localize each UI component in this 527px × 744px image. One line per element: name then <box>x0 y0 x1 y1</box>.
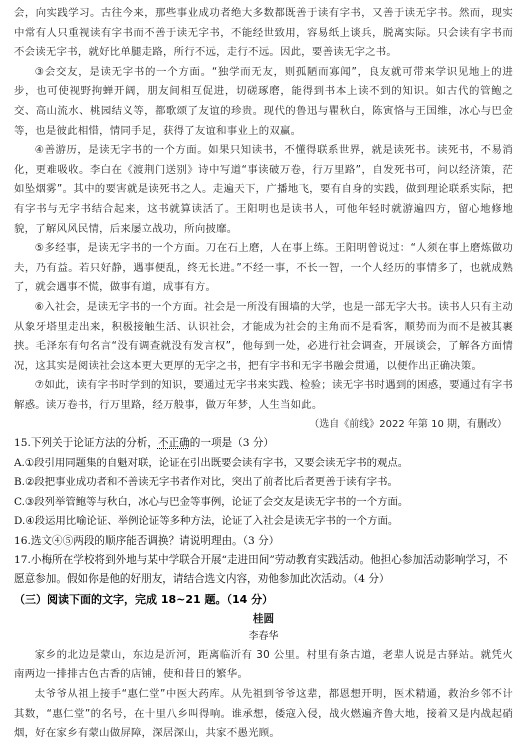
section-3-heading: （三）阅读下面的文字，完成 18~21 题。（14 分） <box>14 592 274 606</box>
question-17: 17.小梅所在学校将到外地与某中学联合开展“走进田间”劳动教育实践活动。他担心参加活动影响学习，不愿意参加。假如你是他的好朋友，请结合选文内容，劝他参加此次活动。（4 分） <box>14 553 508 586</box>
question-15-option-c: C.③段列举管鲍等与秋白，冰心与巴金等事例，论证了会交友是读无字书的一个方面。 <box>14 495 409 508</box>
question-15-option-a: A.①段引用同题集的自魁对联，论证在引出既要会读有字书，又要会读无字书的观点。 <box>14 456 409 469</box>
passage-source: （选自《前线》2022 年第 10 期，有删改） <box>309 419 507 431</box>
story-paragraph: 太爷爷从祖上接手“惠仁堂”中医大药库。从先祖到爷爷这辈，都恩想开明，医术精通，救治乡邻不计其数，“惠仁堂”的名号，在十里八乡叫得响。谁承想，倭寇入侵，战火燃遍齐鲁大地，接着又是内战起硝烟，好在家乡有蒙山做屏障，深居深山，共家不愚光顾。 <box>14 687 513 740</box>
passage-paragraph: ⑤多经事，是读无字书的一个方面。刀在石上磨，人在事上练。王阳明曾说过：“人须在事上磨炼做功夫，乃有益。若只好静，遇事便乱，终无长进。”不经一事，不长一智，一个人经历的事情多了，也就成熟了，就会遇事不慌，做事有道，成事有方。 <box>14 242 513 294</box>
question-16: 16.选文④⑤两段的顺序能否调换？请说明理由。（3 分） <box>14 534 280 547</box>
story-title: 桂圆 <box>252 612 275 625</box>
passage-paragraph: ③会交友，是读无字书的一个方面。“独学而无友，则孤陋而寡闻”，良友就可带来学识见地上的进步，也可使视野拘蝉开阔，朋友间相互促进，切磋琢磨，能得到书本上读不到的知识。如古代的管鲍之交、高山流水、桃园结义等，都歌颂了友谊的珍贵。现代的鲁迅与瞿秋白，陈寅恪与王国维，冰心与巴金等，也是彼此相惜，情同手足，获得了友谊和事业上的双赢。 <box>14 65 513 137</box>
passage-paragraph: ⑥入社会，是读无字书的一个方面。社会是一所没有围墙的大学，也是一部无字大书。读书人只有主动从象牙塔里走出来，积极接触生活、认识社会，才能成为社会的主角而不是看客，顺势而为而不是被其裹挟。毛泽东有句名言“没有调查就没有发言权”，他每到一处，必进行社会调查，开展谈会，了解各方面情况，这其实是阅读社会这本更大更厚的无字之书，把有字书和无字书融会贯通，以便作出正确决策。 <box>14 300 513 372</box>
question-15-option-b: B.②段把事业成功者和不善读无字书者作对比，突出了前者比后者更善于读有字书。 <box>14 476 398 489</box>
question-15-emphasis: 不正确 <box>157 437 190 450</box>
question-15-stem <box>14 434 513 453</box>
question-15-suffix: 的一项是（3 分） <box>189 437 275 450</box>
story-author: 李春华 <box>248 630 279 642</box>
passage-paragraph: ⑦如此，读有字书时学到的知识，要通过无字书来实践、检验；读无字书时遇到的困惑，要通过有字书解惑。读万卷书，行万里路，经万般事，做万年梦，人生当如此。 <box>14 379 513 411</box>
story-paragraph: 家乡的北边是蒙山，东边是沂河，距离临沂有 30 公里。村里有条古道，老辈人说是古驿站。就凭火南两边一排排古色古香的店铺，使和昔日的繁华。 <box>14 648 513 681</box>
passage-paragraph: ④善游历，是读无字书的一个方面。如果只知读书，不懂得联系世界，就是读死书。读死书，不易消化，更难吸收。李白在《渡荆门送别》诗中写道“事读破万卷，行万里路”，自发死书可，问以经济策，茫如坠烟雾”。其中的要害就是读死书之人。走遍天下，广播地飞，要有自身的实践，做到理论联系实际，把有字书与无字书结合起来，这书就算读活了。王阳明也是读书人，可他年轻时就游遍四方，留心地修地貌，了解风风民情，后来屡立战功，所向披靡。 <box>14 144 513 235</box>
passage-paragraph: 会，向实践学习。古往今来，那些事业成功者绝大多数都既善于读有字书，又善于读无字书。然而，现实中常有人只重视读有字书而不善于读无字书，不能经世致用，容易纸上谈兵，脱离实际。只会读有字书而不会读无字书，就好比单腿走路，所行不远，走行不远。因此，要善读无字之书。 <box>14 7 513 59</box>
question-15-prefix: 15.下列关于论证方法的分析， <box>14 437 158 450</box>
question-15-option-d: D.④段运用比喻论证、举例论证等多种方法，论证了入社会是读无字书的一个方面。 <box>14 515 399 528</box>
